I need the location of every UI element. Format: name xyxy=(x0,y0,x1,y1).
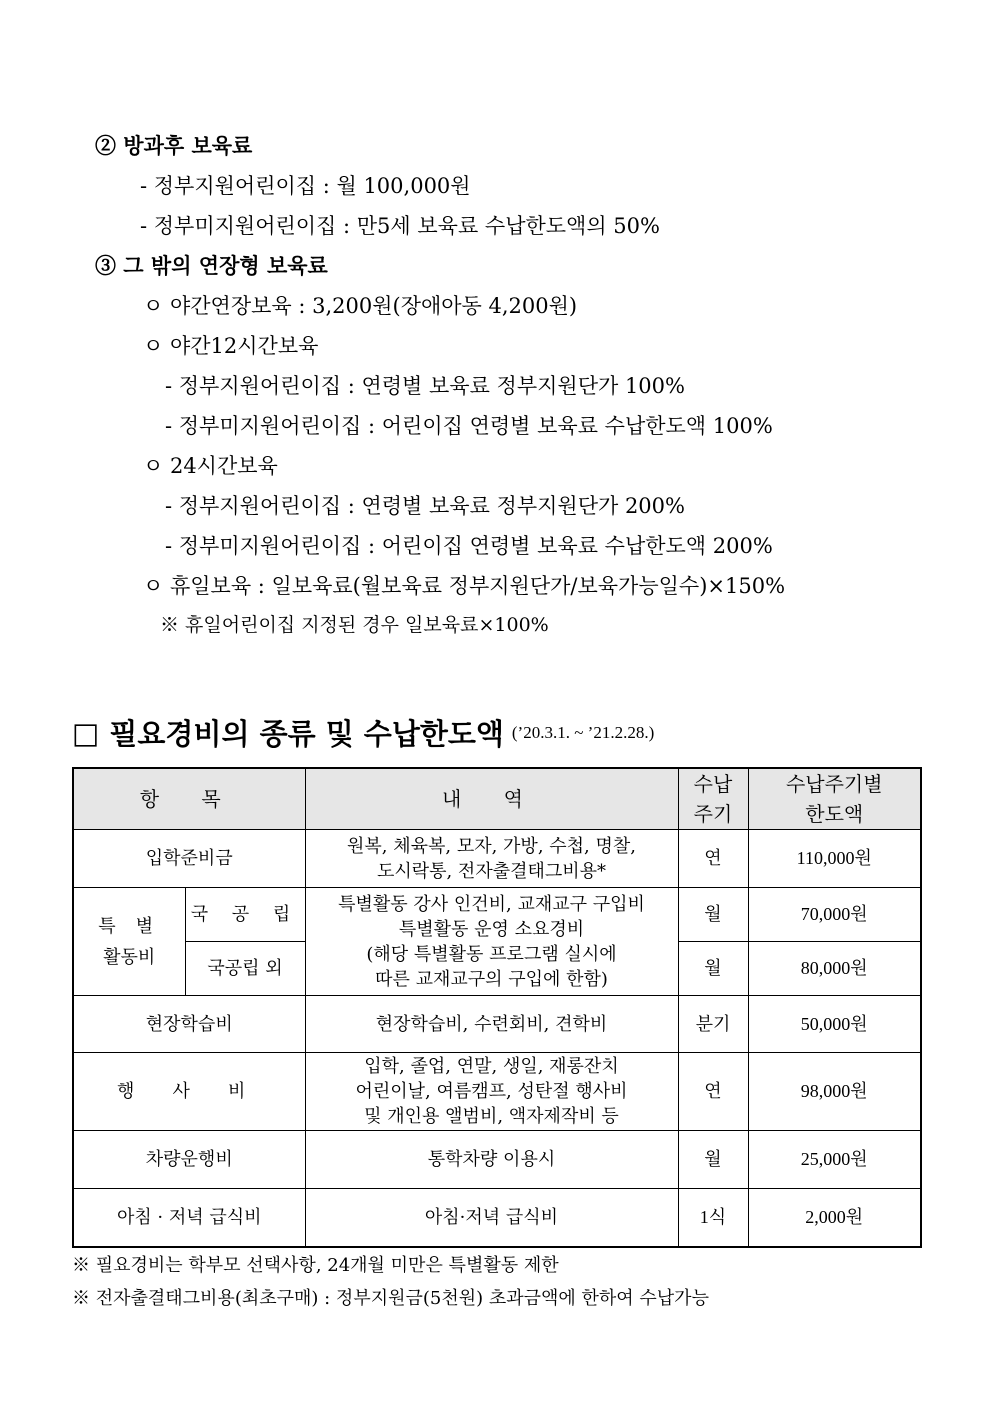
h24-title: ㅇ 24시간보육 xyxy=(143,454,278,478)
row-special-group: 특 별 활동비 xyxy=(73,888,185,996)
table-row xyxy=(73,996,921,1053)
row-special-detail: 특별활동 강사 인건비, 교재교구 구입비 특별활동 운영 소요경비 (해당 특별활동 프로그램 실시에 따른 교재교구의 구입에 한함) xyxy=(305,888,678,996)
after-school-line-1: - 정부지원어린이집 : 월 100,000원 xyxy=(140,174,471,198)
table-header-row xyxy=(73,768,921,830)
row-entrance-item: 입학준비금 xyxy=(73,830,305,888)
row-special-sub-b: 국공립 외 xyxy=(185,942,305,996)
row-vehicle-limit: 25,000원 xyxy=(748,1131,921,1189)
row-meal-cycle: 1식 xyxy=(678,1189,748,1247)
row-special-sub-a: 국 공 립 xyxy=(185,888,305,942)
row-vehicle-item: 차량운행비 xyxy=(73,1131,305,1189)
row-meal-item: 아침 · 저녁 급식비 xyxy=(73,1189,305,1247)
row-event-detail: 입학, 졸업, 연말, 생일, 재롱잔치 어린이날, 여름캠프, 성탄절 행사비 및 개인용 앨범비, 액자제작비 등 xyxy=(305,1053,678,1131)
night-extended-line: ㅇ 야간연장보육 : 3,200원(장애아동 4,200원) xyxy=(143,294,578,318)
row-field-detail: 현장학습비, 수련회비, 견학비 xyxy=(305,996,678,1053)
after-school-heading: ② 방과후 보육료 xyxy=(95,133,253,158)
section-box-glyph: □ xyxy=(72,715,100,750)
row-special-cycle-b: 월 xyxy=(678,942,748,996)
row-vehicle-detail: 통학차량 이용시 xyxy=(305,1131,678,1189)
table-row xyxy=(73,1053,921,1131)
after-school-line-2: - 정부미지원어린이집 : 만5세 보육료 수납한도액의 50% xyxy=(140,214,660,238)
night12-line-1: - 정부지원어린이집 : 연령별 보육료 정부지원단가 100% xyxy=(165,374,685,398)
section-title-text: 필요경비의 종류 및 수납한도액 xyxy=(109,717,504,751)
footnote-2: ※ 전자출결태그비용(최초구매) : 정부지원금(5천원) 초과금액에 한하여 수납가능 xyxy=(72,1288,709,1309)
fee-table xyxy=(72,767,922,1248)
row-field-cycle: 분기 xyxy=(678,996,748,1053)
row-event-limit: 98,000원 xyxy=(748,1053,921,1131)
header-detail: 내 역 xyxy=(305,768,678,830)
header-limit: 수납주기별 한도액 xyxy=(748,768,921,830)
extended-heading: ③ 그 밖의 연장형 보육료 xyxy=(95,253,328,278)
section-period: (’20.3.1. ~ ’21.2.28.) xyxy=(511,722,655,742)
footnote-1: ※ 필요경비는 학부모 선택사항, 24개월 미만은 특별활동 제한 xyxy=(72,1255,559,1276)
row-event-item: 행 사 비 xyxy=(73,1053,305,1131)
row-entrance-detail: 원복, 체육복, 모자, 가방, 수첩, 명찰, 도시락통, 전자출결태그비용* xyxy=(305,830,678,888)
header-cycle: 수납 주기 xyxy=(678,768,748,830)
row-field-limit: 50,000원 xyxy=(748,996,921,1053)
h24-line-2: - 정부미지원어린이집 : 어린이집 연령별 보육료 수납한도액 200% xyxy=(165,534,773,558)
row-special-limit-b: 80,000원 xyxy=(748,942,921,996)
row-special-cycle-a: 월 xyxy=(678,888,748,942)
holiday-note: ※ 휴일어린이집 지정된 경우 일보육료×100% xyxy=(160,614,549,636)
night12-line-2: - 정부미지원어린이집 : 어린이집 연령별 보육료 수납한도액 100% xyxy=(165,414,773,438)
row-field-item: 현장학습비 xyxy=(73,996,305,1053)
header-item: 항 목 xyxy=(73,768,305,830)
row-entrance-limit: 110,000원 xyxy=(748,830,921,888)
row-vehicle-cycle: 월 xyxy=(678,1131,748,1189)
table-row xyxy=(73,888,921,942)
table-row xyxy=(73,1131,921,1189)
night12-title: ㅇ 야간12시간보육 xyxy=(143,334,319,358)
table-row xyxy=(73,830,921,888)
holiday-line: ㅇ 휴일보육 : 일보육료(월보육료 정부지원단가/보육가능일수)×150% xyxy=(143,574,786,598)
row-entrance-cycle: 연 xyxy=(678,830,748,888)
row-special-limit-a: 70,000원 xyxy=(748,888,921,942)
row-event-cycle: 연 xyxy=(678,1053,748,1131)
section-title xyxy=(72,712,654,753)
table-row xyxy=(73,1189,921,1247)
h24-line-1: - 정부지원어린이집 : 연령별 보육료 정부지원단가 200% xyxy=(165,494,685,518)
row-meal-detail: 아침·저녁 급식비 xyxy=(305,1189,678,1247)
row-meal-limit: 2,000원 xyxy=(748,1189,921,1247)
